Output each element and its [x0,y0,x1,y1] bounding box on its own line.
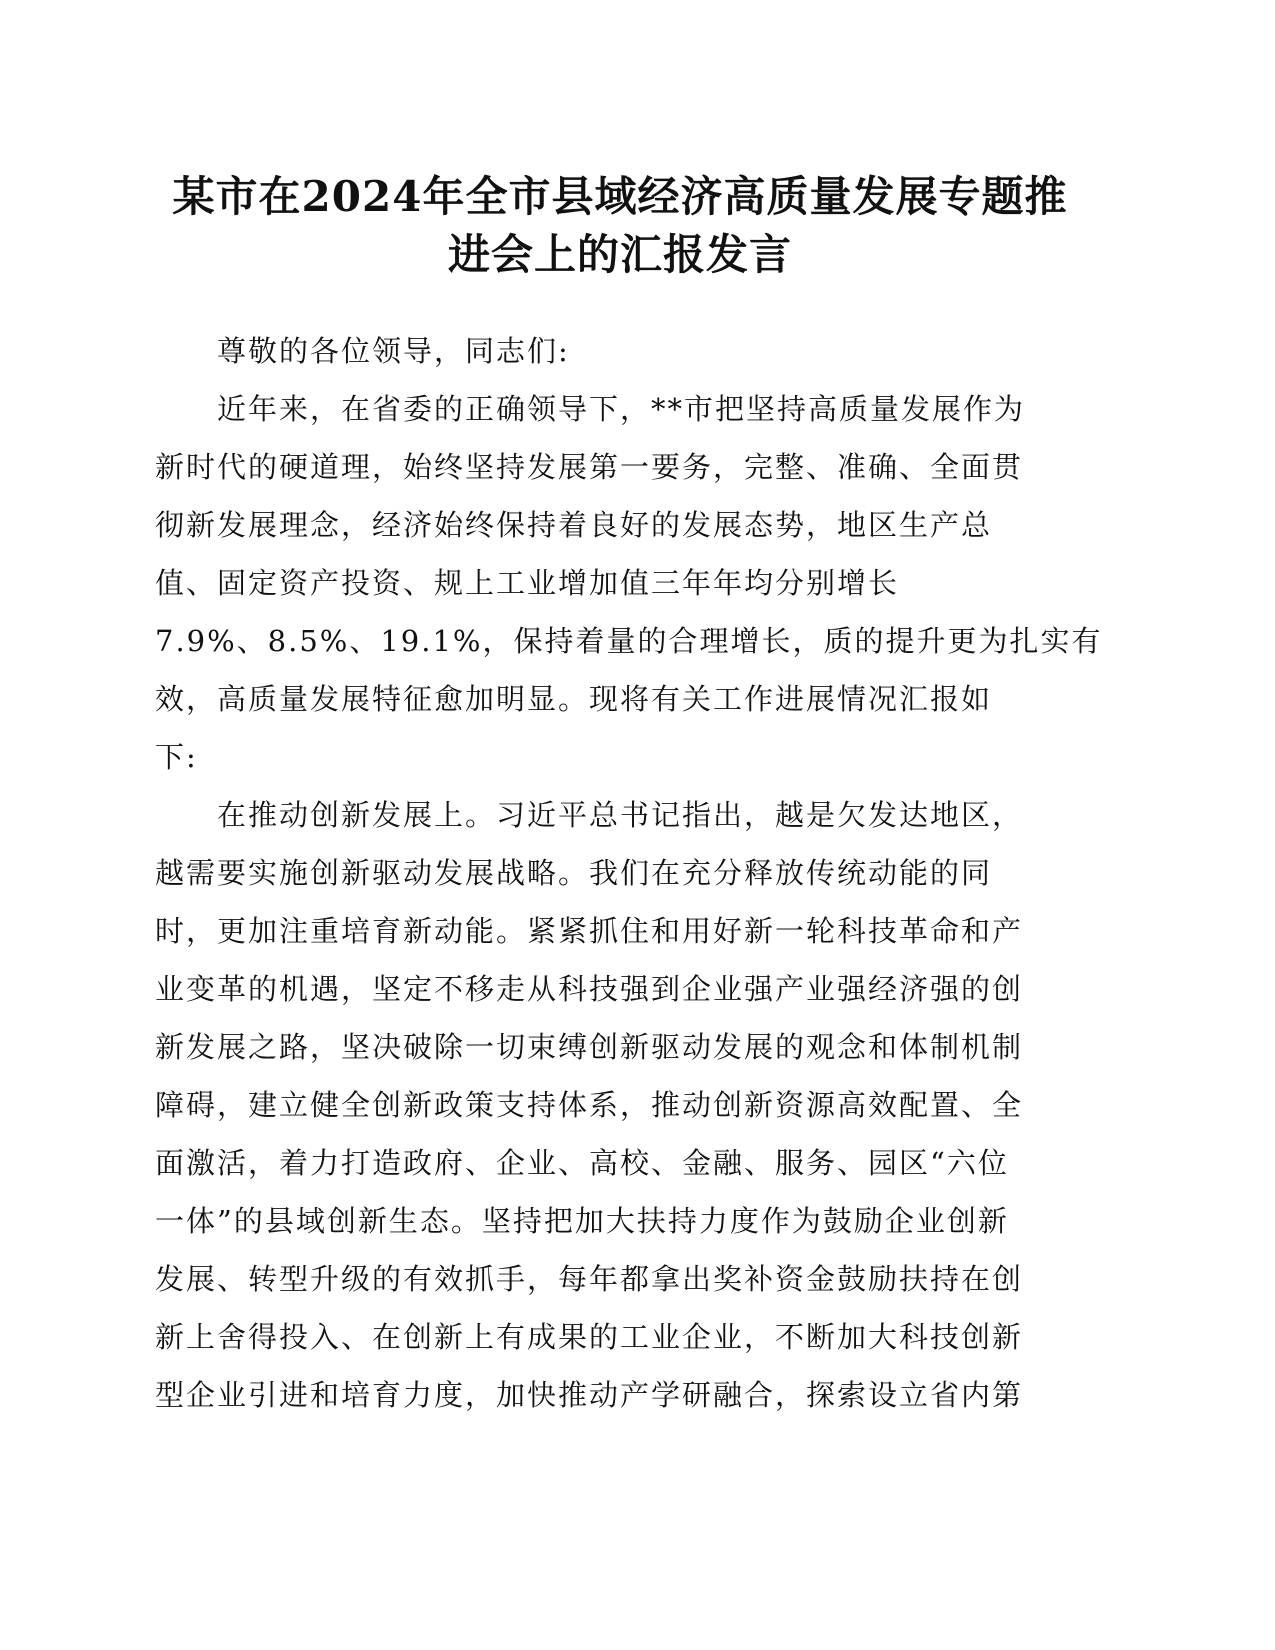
greeting-paragraph [155,322,1095,380]
paragraph-line: 下: [155,740,198,774]
document-title [150,168,1090,284]
innovation-paragraph [155,786,1095,1424]
paragraph-line: 近年来，在省委的正确领导下，**市把坚持高质量发展作为 [217,392,1026,426]
paragraph-line: 发展、转型升级的有效抓手，每年都拿出奖补资金鼓励扶持在创 [155,1262,1024,1296]
paragraph-line: 越需要实施创新驱动发展战略。我们在充分释放传统动能的同 [155,856,993,890]
paragraph-line: 障碍，建立健全创新政策支持体系，推动创新资源高效配置、全 [155,1088,1024,1122]
paragraph-line: 时，更加注重培育新动能。紧紧抓住和用好新一轮科技革命和产 [155,914,1024,948]
paragraph-line: 彻新发展理念，经济始终保持着良好的发展态势，地区生产总 [155,508,993,542]
paragraph-line: 一体”的县域创新生态。坚持把加大扶持力度作为鼓励企业创新 [155,1204,1009,1238]
paragraph-line: 新时代的硬道理，始终坚持发展第一要务，完整、准确、全面贯 [155,450,1024,484]
paragraph-line: 业变革的机遇，坚定不移走从科技强到企业强产业强经济强的创 [155,972,1024,1006]
paragraph-line: 型企业引进和培育力度，加快推动产学研融合，探索设立省内第 [155,1378,1024,1412]
paragraph-line: 7.9%、8.5%、19.1%，保持着量的合理增长，质的提升更为扎实有 [155,624,1103,658]
paragraph-line: 值、固定资产投资、规上工业增加值三年年均分别增长 [155,566,900,600]
intro-paragraph [155,380,1103,786]
paragraph-line: 效，高质量发展特征愈加明显。现将有关工作进展情况汇报如 [155,682,993,716]
document-body [155,322,1103,1424]
paragraph-line: 新发展之路，坚决破除一切束缚创新驱动发展的观念和体制机制 [155,1030,1024,1064]
paragraph-line: 新上舍得投入、在创新上有成果的工业企业，不断加大科技创新 [155,1320,1024,1354]
paragraph-line: 面激活，着力打造政府、企业、高校、金融、服务、园区“六位 [155,1146,1009,1180]
title-line: 某市在2024年全市县域经济高质量发展专题推 [172,172,1068,221]
greeting-line: 尊敬的各位领导，同志们: [217,334,570,368]
paragraph-line: 在推动创新发展上。习近平总书记指出，越是欠发达地区， [217,798,1024,832]
title-line: 进会上的汇报发言 [447,230,792,279]
